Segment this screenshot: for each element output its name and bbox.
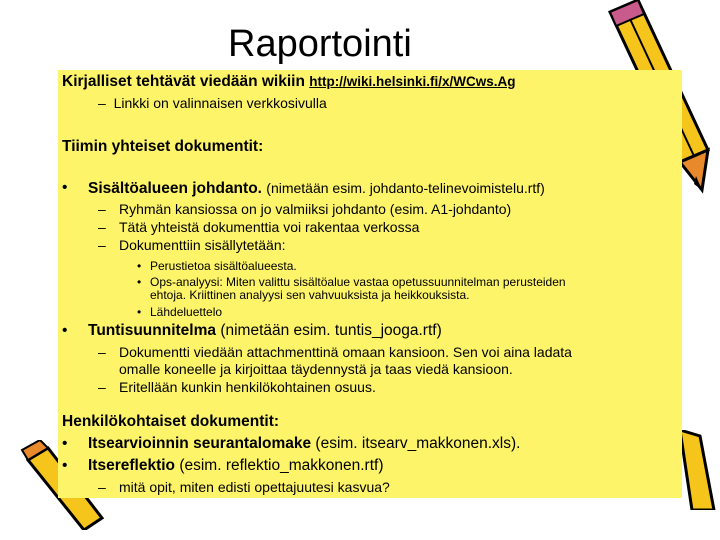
personal-item-1-bold: Itsearvioinnin seurantalomake — [88, 435, 312, 452]
dash: – — [98, 201, 106, 217]
personal-item-2 — [88, 457, 383, 475]
dash: – — [98, 219, 106, 235]
bullet2-sub-1: Dokumentti viedään attachmenttinä omaan kansioon. Sen voi aina ladata — [119, 344, 572, 360]
personal-item-2-normal: (esim. reflektio_makkonen.rtf) — [179, 457, 384, 474]
bullet1-subsub-1: Perustietoa sisältöalueesta. — [150, 259, 297, 273]
bullet: • — [62, 457, 68, 474]
bullet2-sub-2: Eritellään kunkin henkilökohtainen osuus. — [119, 379, 376, 395]
dash: – — [98, 479, 106, 495]
bullet2-sub-1b: omalle koneelle ja kirjoittaa täydennystä ja taas viedä kansioon. — [119, 361, 513, 377]
slide-title: Raportointi — [228, 23, 412, 65]
bullet: • — [62, 322, 68, 339]
personal-item-2-bold: Itsereflektio — [88, 457, 176, 474]
bullet1-sub-2: Tätä yhteistä dokumenttia voi rakentaa verkossa — [119, 219, 420, 235]
dash: – — [98, 95, 106, 111]
bullet: • — [62, 179, 68, 196]
bullet1-subsub-2b: ehtoja. Kriittinen analyysi sen vahvuuksista ja heikkouksista. — [150, 288, 470, 302]
team-heading: Tiimin yhteiset dokumentit: — [62, 138, 264, 155]
wiki-link[interactable]: http://wiki.helsinki.fi/x/WCws.Ag — [309, 74, 516, 89]
bullet1-bold: Sisältöalueen johdanto. — [88, 180, 262, 197]
bullet1 — [88, 179, 545, 198]
intro-text: Kirjalliset tehtävät viedään wikiin — [62, 73, 305, 90]
personal-item-1-normal: (esim. itsearv_makkonen.xls). — [315, 435, 521, 452]
personal-sub: mitä opit, miten edisti opettajuutesi kasvua? — [119, 479, 390, 495]
dash: – — [98, 344, 106, 360]
intro-subline-text: Linkki on valinnaisen verkkosivulla — [113, 95, 327, 111]
bullet: • — [62, 435, 68, 452]
bullet1-sub-1: Ryhmän kansiossa on jo valmiiksi johdanto (esim. A1-johdanto) — [119, 201, 512, 217]
bullet1-sub-3: Dokumenttiin sisällytetään: — [119, 237, 286, 253]
bullet1-normal: (nimetään esim. johdanto-telinevoimistelu.rtf) — [266, 180, 545, 196]
dash: – — [98, 237, 106, 253]
personal-heading: Henkilökohtaiset dokumentit: — [62, 413, 280, 430]
bullet2 — [88, 322, 442, 340]
intro-line — [62, 73, 516, 91]
bullet2-bold: Tuntisuunnitelma — [88, 322, 217, 339]
intro-subline — [98, 95, 327, 112]
bullet: • — [137, 275, 142, 289]
bullet2-normal: (nimetään esim. tuntis_jooga.rtf) — [220, 322, 442, 339]
personal-item-1 — [88, 435, 520, 453]
bullet: • — [137, 305, 142, 319]
dash: – — [98, 379, 106, 395]
bullet: • — [137, 259, 142, 273]
bullet1-subsub-2: Ops-analyysi: Miten valittu sisältöalue vastaa opetussuunnitelman perusteiden — [150, 275, 566, 289]
bullet1-subsub-3: Lähdeluettelo — [150, 305, 223, 319]
